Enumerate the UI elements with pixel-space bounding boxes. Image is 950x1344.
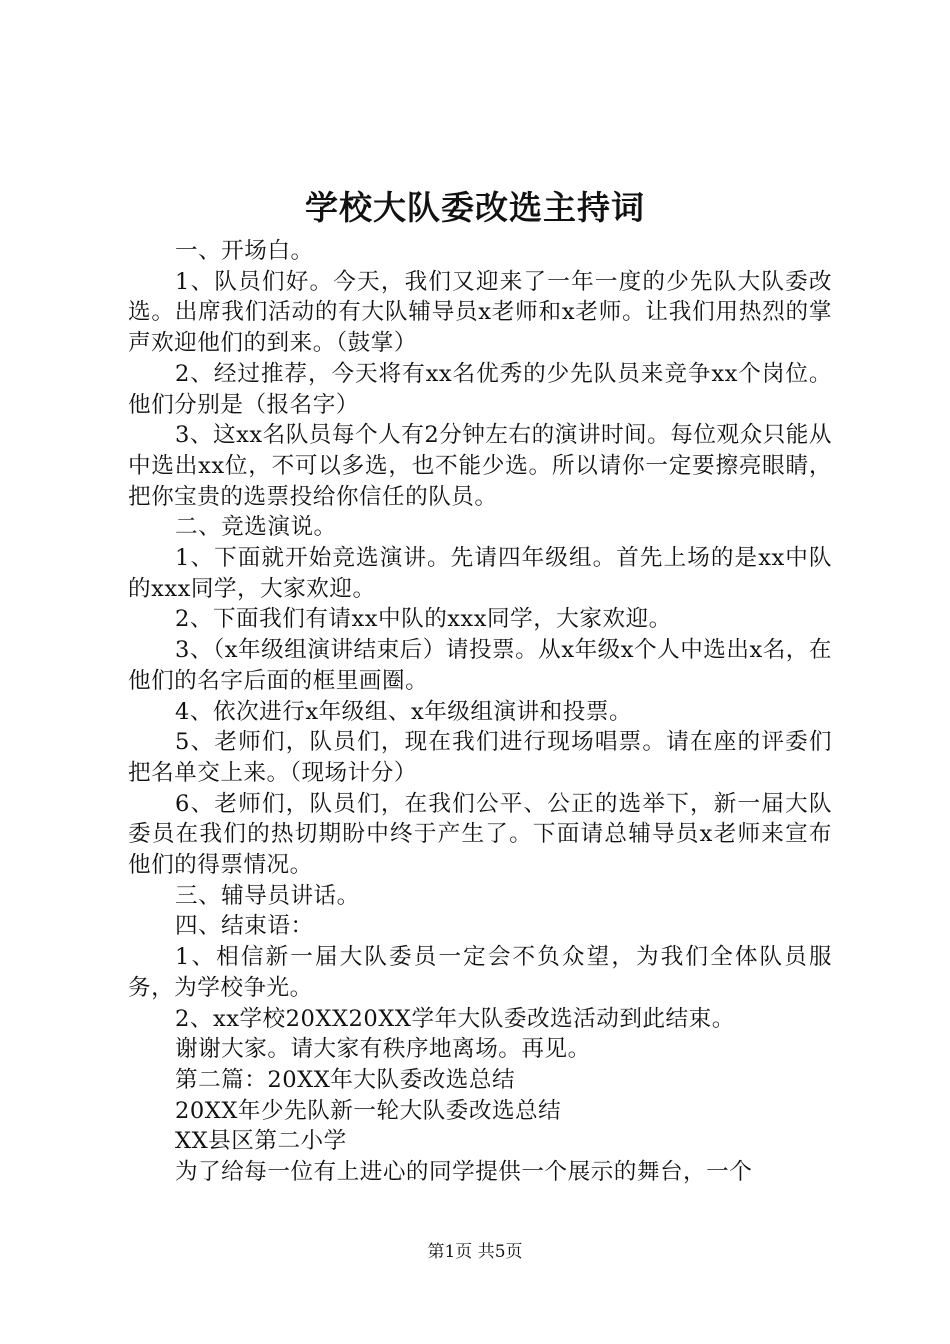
- document-title: 学校大队委改选主持词: [305, 188, 645, 227]
- paragraph: 20XX年少先队新一轮大队委改选总结: [175, 1097, 562, 1124]
- paragraph: 为了给每一位有上进心的同学提供一个展示的舞台，一个: [175, 1159, 753, 1186]
- paragraph: 3、（x年级组演讲结束后）请投票。从x年级x个人中选出x名，在他们的名字后面的框里画圈。: [128, 637, 832, 694]
- paragraph: 一、开场白。: [175, 238, 314, 264]
- paragraph: 5、老师们，队员们，现在我们进行现场唱票。请在座的评委们把名单交上来。（现场计分）: [128, 729, 832, 786]
- paragraph: 1、队员们好。今天，我们又迎来了一年一度的少先队大队委改选。出席我们活动的有大队辅导员x老师和x老师。让我们用热烈的掌声欢迎他们的到来。（鼓掌）: [128, 268, 832, 357]
- paragraph: 3、这xx名队员每个人有2分钟左右的演讲时间。每位观众只能从中选出xx位，不可以多选，也不能少选。所以请你一定要擦亮眼睛，把你宝贵的选票投给你信任的队员。: [128, 422, 832, 510]
- paragraph: 四、结束语：: [175, 913, 314, 940]
- paragraph: 谢谢大家。请大家有秩序地离场。再见。: [175, 1036, 591, 1063]
- document-body: [128, 236, 832, 1188]
- paragraph: 6、老师们，队员们，在我们公平、公正的选举下，新一届大队委员在我们的热切期盼中终于产生了。下面请总辅导员x老师来宣布他们的得票情况。: [128, 790, 832, 879]
- paragraph: 1、下面就开始竞选演讲。先请四年级组。首先上场的是xx中队的xxx同学，大家欢迎。: [128, 545, 832, 602]
- paragraph: 2、下面我们有请xx中队的xxx同学，大家欢迎。: [175, 606, 672, 633]
- paragraph: XX县区第二小学: [175, 1128, 347, 1155]
- page-footer: 第1页 共5页: [427, 1242, 523, 1262]
- paragraph: 三、辅导员讲话。: [175, 882, 360, 909]
- paragraph: 二、竞选演说。: [175, 514, 337, 541]
- paragraph: 4、依次进行x年级组、x年级组演讲和投票。: [175, 698, 633, 725]
- paragraph: 1、相信新一届大队委员一定会不负众望，为我们全体队员服务，为学校争光。: [128, 944, 832, 1001]
- paragraph: 2、经过推荐，今天将有xx名优秀的少先队员来竞争xx个岗位。他们分别是（报名字）: [128, 360, 832, 418]
- paragraph: 2、xx学校20XX20XX学年大队委改选活动到此结束。: [175, 1005, 735, 1032]
- paragraph: 第二篇：20XX年大队委改选总结: [175, 1066, 516, 1093]
